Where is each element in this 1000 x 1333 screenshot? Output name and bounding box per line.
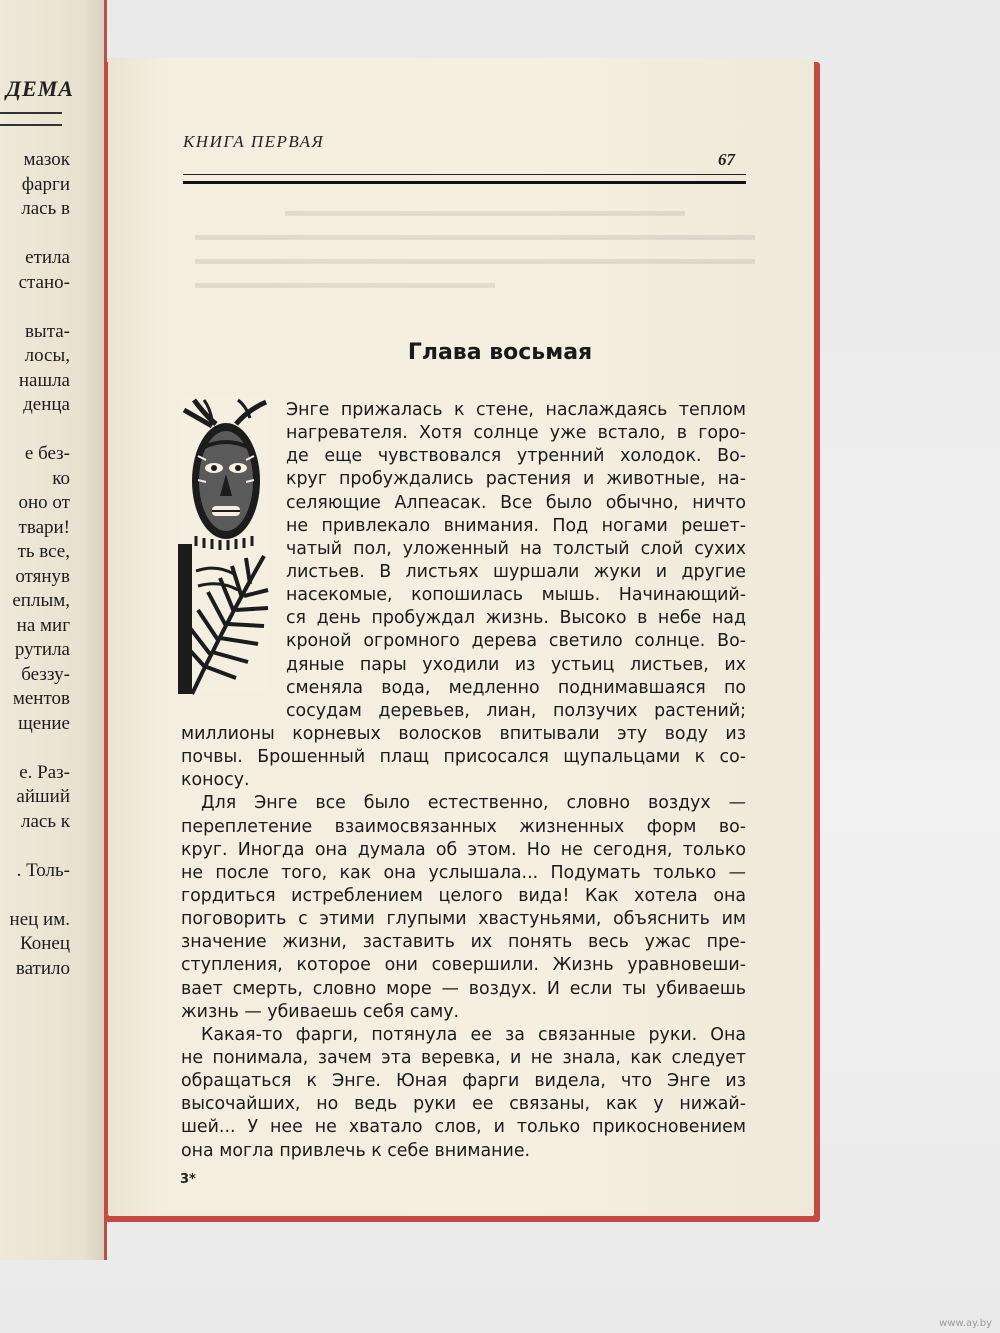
text-line: нагревателя. Хотя солнце уже встало, в горо- (286, 423, 746, 444)
left-line (10, 222, 70, 247)
text-line: вает смерть, словно море — воздух. И если ты убиваешь (181, 978, 746, 999)
text-line: она могла привлечь к себе внимание. (181, 1140, 531, 1161)
left-line: нец им. (9, 908, 70, 930)
left-line: Конец (20, 933, 70, 954)
left-line: рутила (14, 639, 70, 660)
left-line (10, 736, 70, 761)
text-line: де еще чувствовался утренний холодок. Во- (286, 446, 746, 467)
left-line: денца (23, 394, 70, 415)
text-line: чатый пол, уложенный на толстый слой сухих (286, 538, 746, 559)
left-line: е без- (24, 443, 70, 464)
text-line: высочайших, но ведь руки ее связаны, как у нижай- (181, 1094, 746, 1115)
left-line: на миг (16, 614, 70, 636)
text-line: почвы. Брошенный плащ присосался щупальцами к со- (181, 747, 746, 768)
left-line: лосы, (24, 345, 70, 366)
left-line (10, 418, 70, 443)
show-through-text (195, 205, 755, 302)
text-line: миллионы корневых волосков впитывали эту воду из (181, 723, 746, 744)
left-line: еплым, (12, 590, 70, 611)
header-rule-thin (183, 174, 746, 175)
text-line: дяные пары уходили из устьиц листьев, их (286, 654, 746, 675)
left-line: стано- (18, 271, 70, 293)
left-line: ко (52, 467, 70, 489)
text-line: круг. Иногда она думала об этом. Но не сегодня, только (181, 839, 746, 860)
header-rule-thick (183, 181, 746, 184)
left-line (10, 295, 70, 320)
signature-mark: 3* (180, 1172, 196, 1187)
left-line: нашла (18, 369, 70, 391)
left-page (0, 0, 107, 1260)
left-line: фарги (21, 173, 70, 195)
chapter-text (181, 399, 746, 1163)
text-line: кроной огромного дерева светило солнце. Во- (286, 631, 746, 652)
text-line: сосудам деревьев, лиан, ползучих растений; (286, 700, 746, 721)
text-line: не понимала, зачем эта веревка, и не знала, как следует (181, 1047, 746, 1068)
left-line: беззу- (21, 663, 70, 685)
left-line: мазок (23, 149, 70, 170)
text-line: не после того, как она услышала... Подумать только — (181, 862, 746, 883)
text-line: насекомые, копошилась мышь. Начинающий- (286, 585, 746, 606)
left-line: ватило (15, 957, 70, 979)
left-line: ментов (12, 688, 70, 709)
chapter-title: Глава восьмая (407, 340, 593, 365)
left-line: етила (25, 247, 70, 268)
text-line: круг пробуждались растения и животные, на- (286, 469, 746, 490)
running-head: КНИГА ПЕРВАЯ (183, 132, 325, 151)
left-line: ть все, (17, 541, 70, 562)
text-line: сменяла вода, медленно поднимавшаяся по (286, 677, 746, 698)
left-header-rule (0, 112, 62, 114)
left-line: лась к (21, 810, 70, 832)
text-line: значение жизни, заставить их понять весь ужас пре- (181, 932, 746, 953)
left-line: лась в (21, 198, 70, 219)
text-line: не привлекало внимания. Под ногами решет- (286, 515, 746, 536)
left-header-rule-2 (0, 124, 62, 126)
text-line: обращаться к Энге. Юная фарги видела, что Энге из (181, 1071, 746, 1092)
left-line: отянув (15, 565, 70, 587)
left-line: выта- (24, 320, 70, 342)
left-line: твари! (18, 516, 70, 538)
left-line: оно от (18, 492, 70, 513)
left-line: айший (16, 786, 70, 807)
left-line: щение (18, 712, 70, 734)
left-line: е. Раз- (19, 761, 70, 783)
watermark: www.ay.by (939, 1318, 992, 1329)
text-line: ступления, которое они совершили. Жизнь уравновеши- (181, 955, 746, 976)
text-line: селяющие Алпеасак. Все было обычно, ничто (286, 492, 746, 513)
text-line: переплетение взаимосвязанных жизненных форм во- (181, 816, 746, 837)
text-line: листьев. В листьях шуршали жуки и другие (286, 561, 746, 582)
left-line (10, 883, 70, 908)
text-line: Энге прижалась к стене, наслаждаясь теплом (286, 400, 746, 420)
text-line: шей... У нее не хватало слов, и только прикосновением (181, 1117, 746, 1138)
text-line: Какая-то фарги, потянула ее за связанные руки. Она (201, 1024, 746, 1045)
text-line: гордиться истреблением целого вида! Как хотела она (181, 885, 746, 906)
text-line: коносу. (181, 770, 250, 791)
left-line (10, 834, 70, 859)
text-line: поговорить с этими глупыми хвастуньями, объяснить им (181, 909, 746, 930)
left-running-head: ДЕМА (6, 76, 74, 101)
left-page-text (10, 148, 70, 981)
show-through-lines (195, 205, 755, 295)
page-number: 67 (718, 150, 735, 169)
text-line: жизнь — убиваешь себя саму. (181, 1001, 460, 1022)
left-line: . Толь- (16, 859, 70, 881)
text-line: ся день пробуждал жизнь. Высоко в небе над (286, 608, 746, 629)
text-line: Для Энге все было естественно, словно воздух — (201, 793, 746, 814)
